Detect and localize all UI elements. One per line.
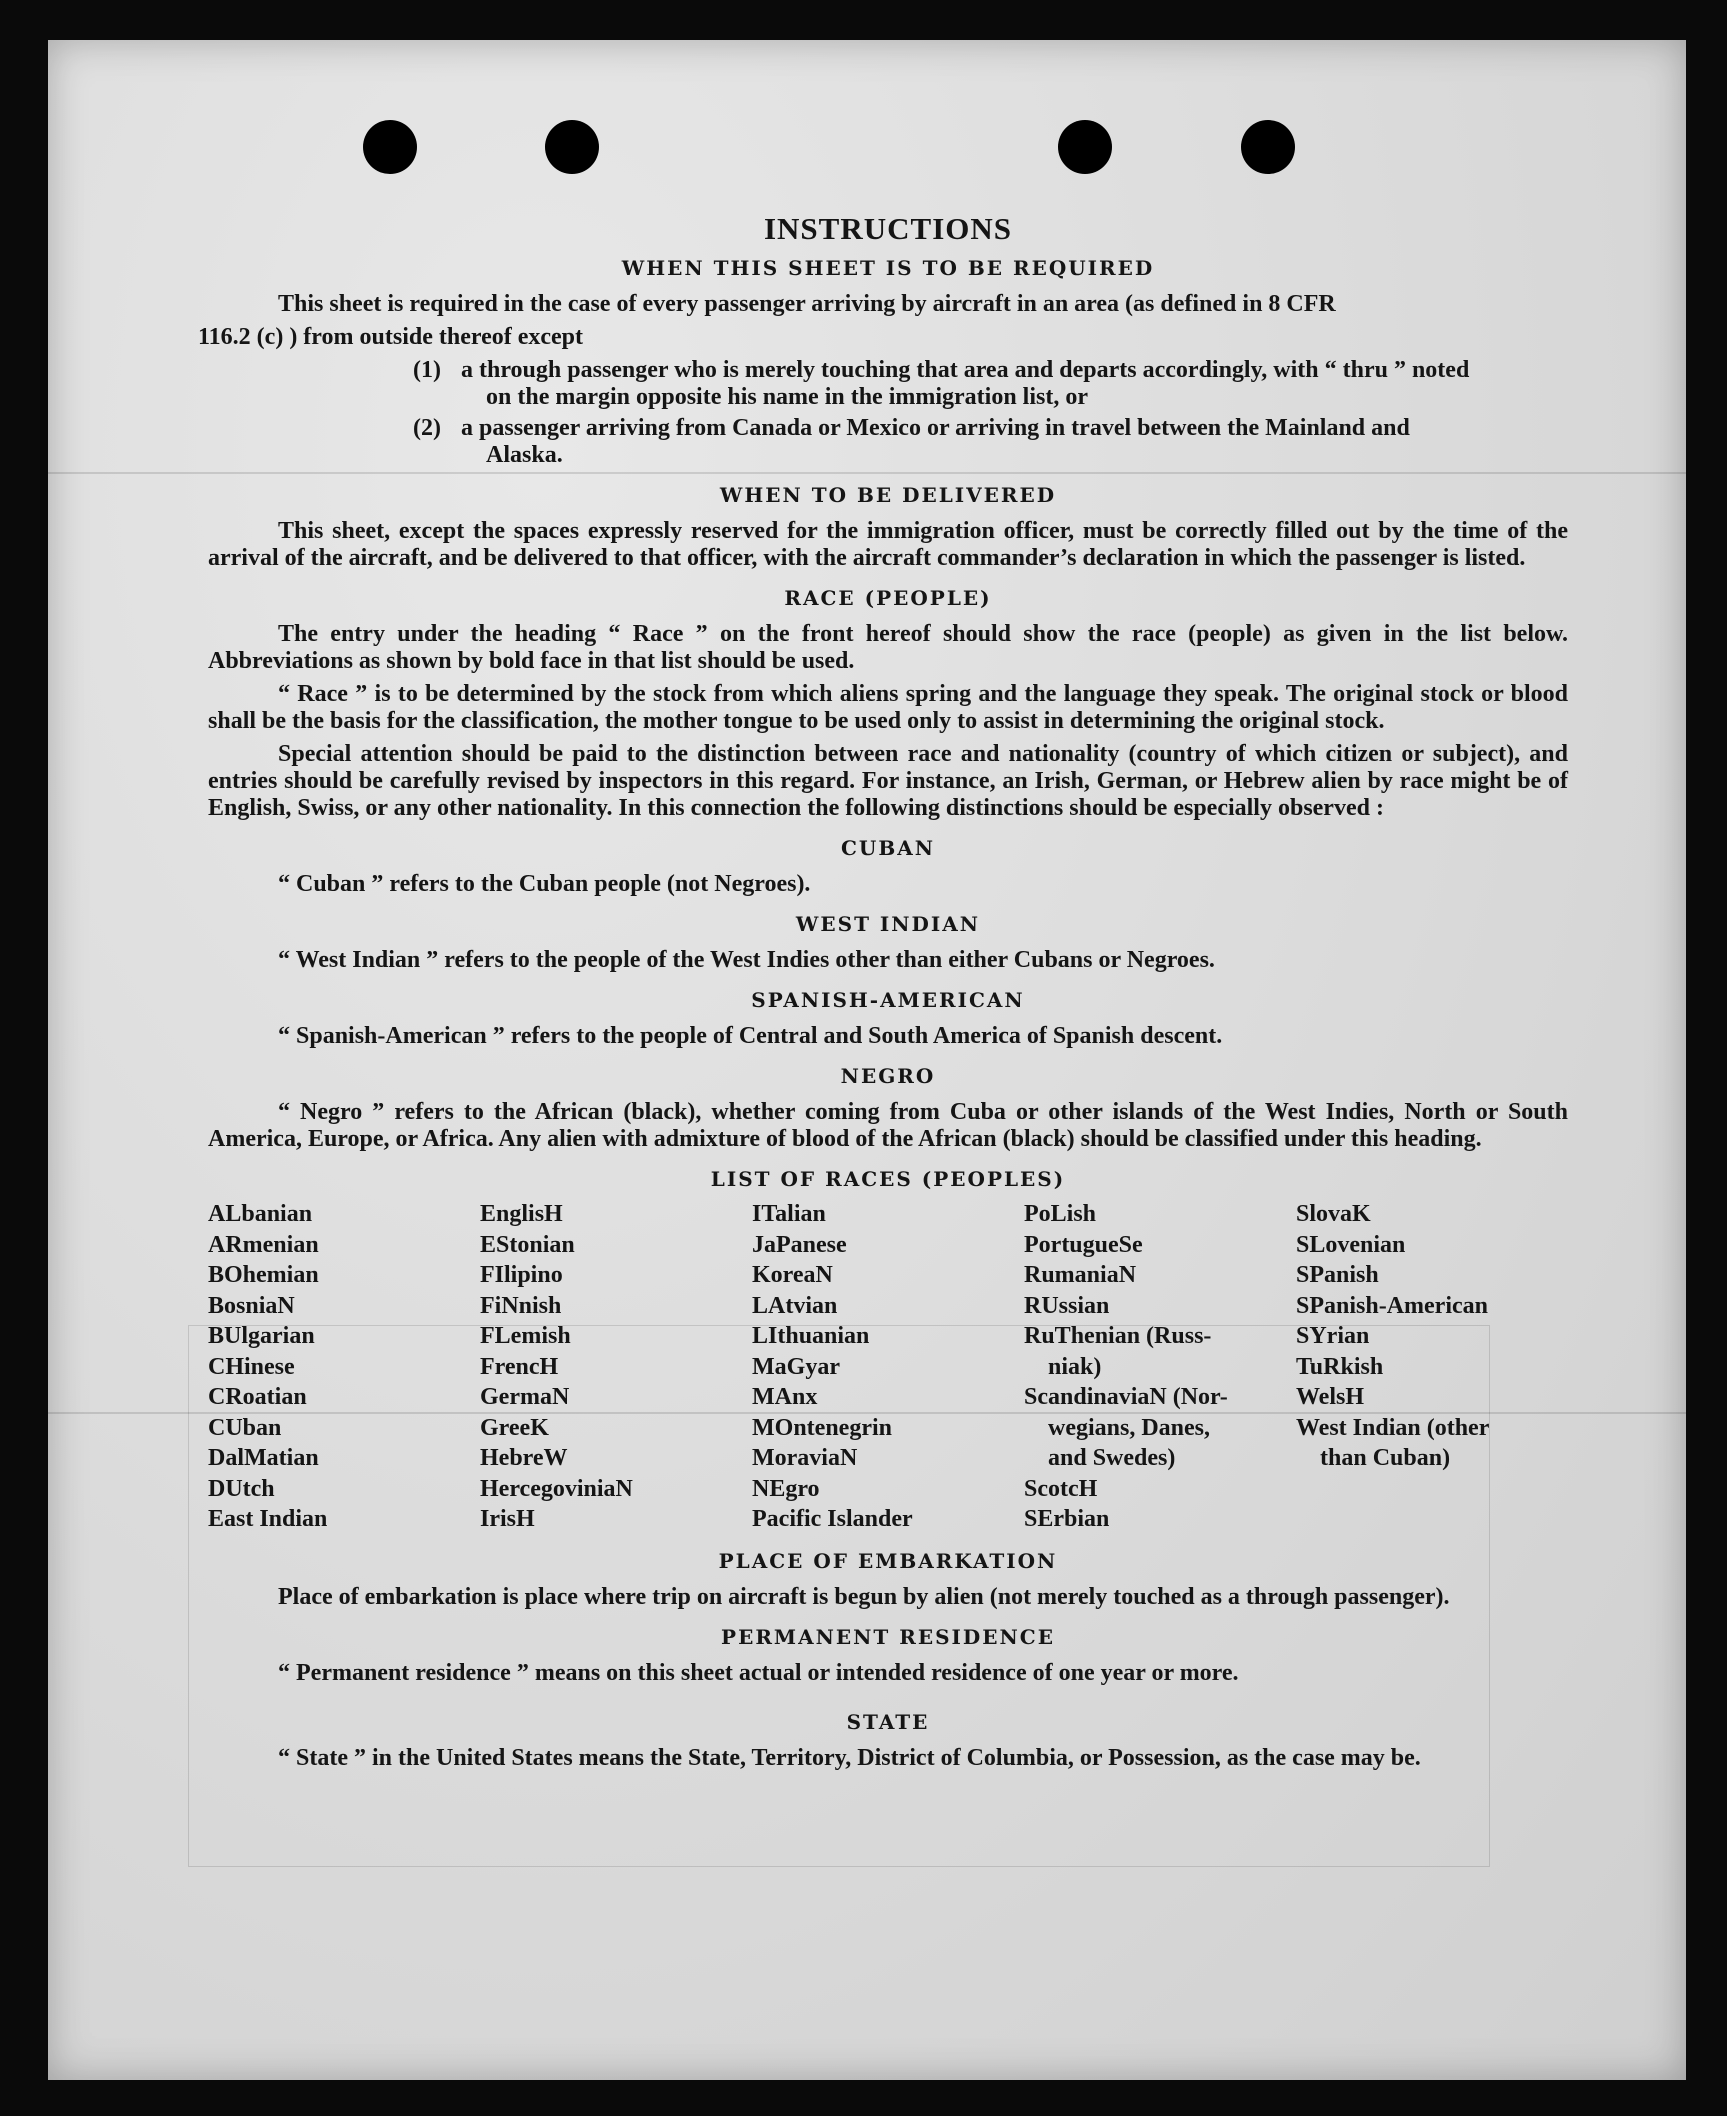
race-entry: LIthuanian (752, 1323, 870, 1349)
race-entry: Pacific Islander (752, 1506, 913, 1532)
race-entry: GreeK (480, 1414, 549, 1441)
race-entry: IrisH (480, 1506, 535, 1532)
instructions-body (198, 211, 1568, 1778)
heading-spanish-american: SPANISH-AMERICAN (751, 988, 1025, 1012)
race-entry: WelsH (1296, 1384, 1365, 1410)
page-title: INSTRUCTIONS (763, 211, 1012, 246)
heading-state: STATE (846, 1709, 930, 1734)
race-entry: FLemish (480, 1323, 571, 1349)
race-entry: MAnx (752, 1384, 818, 1410)
race-entry: ITalian (752, 1201, 826, 1227)
exception-item: (1) a through passenger who is merely touching that area and departs accordingly, with “ thru ” noted on the margin opposite his name in the immigration list, or (413, 357, 1470, 410)
race-entry: SPanish (1296, 1262, 1379, 1288)
race-entry: ARmenian (208, 1231, 319, 1258)
race-entry: than Cuban) (1320, 1445, 1451, 1471)
race-entry: DalMatian (208, 1445, 319, 1471)
when-required-intro-2: 116.2 (c) ) from outside thereof except (198, 324, 584, 350)
race-paragraph-2: “ Race ” is to be determined by the stock from which aliens spring and the language they speak. The original stock or blood shall be the basis for the classification, the mother tongue to be used only to assist in determining the original stock. (208, 681, 1568, 734)
race-entry: RumaniaN (1024, 1262, 1137, 1288)
race-entry: ALbanian (208, 1201, 313, 1227)
race-entry: HercegoviniaN (480, 1475, 633, 1502)
race-entry: FiNnish (480, 1292, 562, 1319)
race-entry: niak) (1048, 1353, 1102, 1380)
punch-hole (1058, 120, 1112, 174)
heading-west-indian: WEST INDIAN (795, 912, 981, 936)
race-entry: RUssian (1024, 1292, 1110, 1319)
heading-when-delivered: WHEN TO BE DELIVERED (719, 483, 1057, 507)
race-entry: TuRkish (1296, 1353, 1384, 1380)
punch-hole (363, 120, 417, 174)
embarkation-text: Place of embarkation is place where trip on aircraft is begun by alien (not merely touched as a through passenger). (278, 1583, 1450, 1610)
race-entry: and Swedes) (1048, 1445, 1176, 1471)
race-entry: SLovenian (1296, 1231, 1406, 1258)
races-column (752, 1199, 1024, 1535)
race-entry: KoreaN (752, 1262, 833, 1288)
race-entry: FIlipino (480, 1262, 563, 1288)
negro-text: “ Negro ” refers to the African (black), whether coming from Cuba or other islands of the West Indies, North or South America, Europe, or Africa. Any alien with admixture of blood of the African (black) should be classified under this heading. (208, 1099, 1568, 1152)
races-column (1296, 1199, 1568, 1535)
race-entry: RuThenian (Russ- (1024, 1323, 1212, 1349)
race-entry: ScandinaviaN (Nor- (1024, 1384, 1228, 1410)
heading-embarkation: PLACE OF EMBARKATION (718, 1548, 1058, 1573)
when-required-intro: This sheet is required in the case of every passenger arriving by aircraft in an area (as defined in 8 CFR (278, 291, 1336, 317)
race-entry: HebreW (480, 1445, 568, 1471)
race-entry: wegians, Danes, (1048, 1414, 1211, 1441)
race-entry: SErbian (1024, 1506, 1110, 1532)
race-entry: BOhemian (208, 1262, 319, 1288)
heading-list-of-races: LIST OF RACES (PEOPLES) (710, 1167, 1066, 1191)
heading-race: RACE (PEOPLE) (784, 586, 992, 610)
punch-hole (545, 120, 599, 174)
race-entry: PoLish (1024, 1201, 1097, 1227)
punch-hole (1241, 120, 1295, 174)
west-indian-text: “ West Indian ” refers to the people of the West Indies other than either Cubans or Negroes. (278, 947, 1215, 973)
race-entry: PortugueSe (1024, 1231, 1143, 1258)
race-entry: JaPanese (752, 1231, 847, 1258)
race-entry: NEgro (752, 1475, 820, 1502)
race-entry: SPanish-American (1296, 1292, 1488, 1319)
spanish-american-text: “ Spanish-American ” refers to the people of Central and South America of Spanish descent. (278, 1023, 1223, 1049)
races-column (208, 1199, 480, 1535)
race-entry: LAtvian (752, 1292, 838, 1319)
heading-permanent-residence: PERMANENT RESIDENCE (721, 1624, 1055, 1649)
heading-when-required: WHEN THIS SHEET IS TO BE REQUIRED (621, 256, 1155, 280)
race-entry: EnglisH (480, 1201, 563, 1227)
race-entry: BUlgarian (208, 1323, 315, 1349)
heading-cuban: CUBAN (840, 836, 936, 860)
heading-negro: NEGRO (840, 1064, 936, 1088)
race-entry: SYrian (1296, 1323, 1370, 1349)
races-column (480, 1199, 752, 1535)
exception-item: (2) a passenger arriving from Canada or Mexico or arriving in travel between the Mainland and Alaska. (413, 415, 1410, 468)
race-entry: MoraviaN (752, 1445, 858, 1471)
when-delivered-text: This sheet, except the spaces expressly reserved for the immigration officer, must be correctly filled out by the time of the arrival of the aircraft, and be delivered to that officer, with the aircraft commander’s declaration in which the passenger is listed. (208, 518, 1568, 571)
race-entry: West Indian (other (1296, 1414, 1490, 1441)
race-paragraph-3: Special attention should be paid to the distinction between race and nationality (country of which citizen or subject), and entries should be carefully revised by inspectors in this regard. For instance, an Irish, German, or Hebrew alien by race might be of English, Swiss, or any other nationality. In this connection the following distinctions should be especially observed : (208, 741, 1568, 821)
document-page (48, 40, 1686, 2080)
race-entry: CRoatian (208, 1384, 307, 1410)
race-entry: East Indian (208, 1506, 328, 1532)
state-text: “ State ” in the United States means the State, Territory, District of Columbia, or Possession, as the case may be. (278, 1744, 1421, 1771)
race-entry: MOntenegrin (752, 1414, 892, 1441)
cuban-text: “ Cuban ” refers to the Cuban people (not Negroes). (278, 871, 811, 897)
race-entry: GermaN (480, 1384, 570, 1410)
races-column (1024, 1199, 1296, 1535)
permanent-residence-text: “ Permanent residence ” means on this sheet actual or intended residence of one year or more. (278, 1659, 1239, 1686)
race-entry: EStonian (480, 1231, 575, 1258)
race-entry: SlovaK (1296, 1201, 1371, 1227)
race-entry: CHinese (208, 1353, 295, 1380)
race-entry: ScotcH (1024, 1475, 1098, 1502)
race-entry: CUban (208, 1414, 282, 1441)
race-paragraph-1: The entry under the heading “ Race ” on the front hereof should show the race (people) as given in the list below. Abbreviations as shown by bold face in that list should be used. (208, 621, 1568, 674)
races-list (208, 1199, 1568, 1535)
race-entry: FrencH (480, 1353, 559, 1380)
race-entry: DUtch (208, 1475, 275, 1502)
race-entry: BosniaN (208, 1292, 295, 1319)
race-entry: MaGyar (752, 1353, 840, 1380)
